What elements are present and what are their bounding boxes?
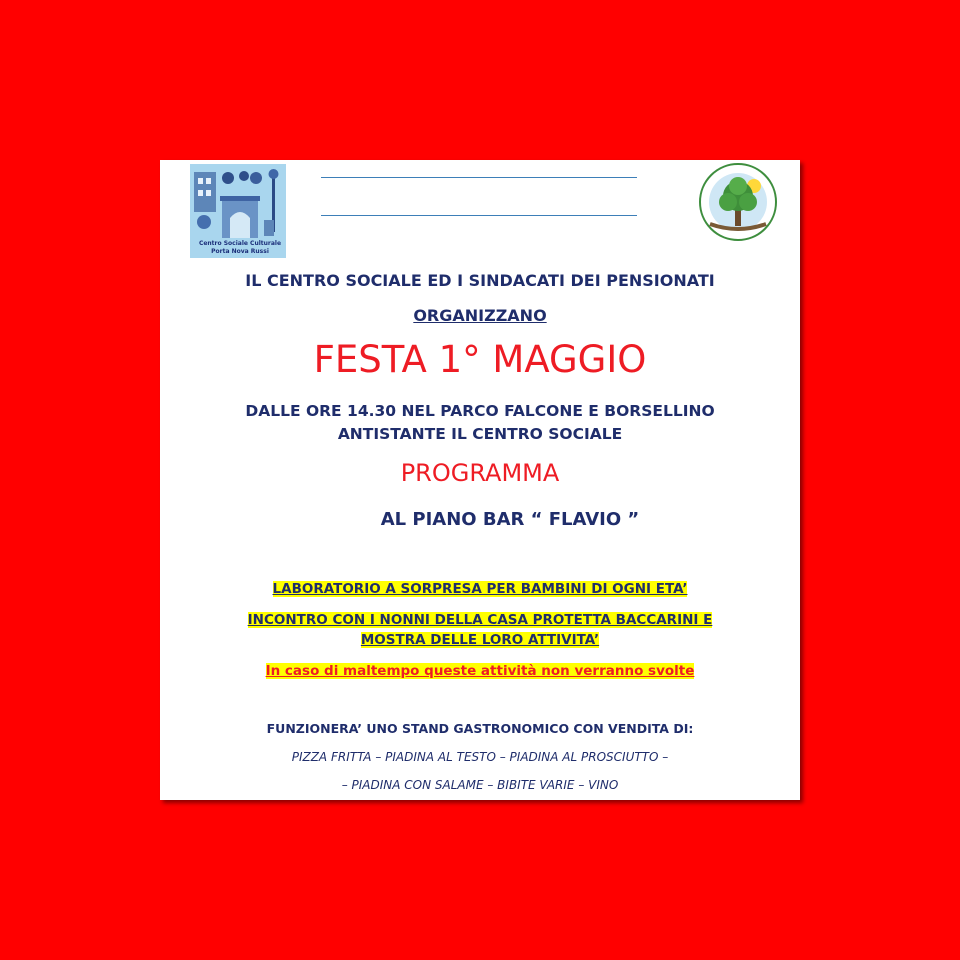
weather-note: [160, 663, 800, 679]
organizzano-text: ORGANIZZANO: [413, 306, 547, 325]
header-rule-top: [321, 177, 637, 178]
intro-text: IL CENTRO SOCIALE ED I SINDACATI DEI PENSIONATI: [245, 271, 715, 290]
logo-caption-line2: Porta Nova Russi: [211, 247, 269, 255]
stand-heading: FUNZIONERA’ UNO STAND GASTRONOMICO CON VENDITA DI:: [266, 721, 694, 736]
activity-laboratorio-text: LABORATORIO A SORPRESA PER BAMBINI DI OGNI ETA’: [272, 581, 688, 597]
flyer-page: [160, 160, 800, 800]
piano-bar-text: AL PIANO BAR “ FLAVIO ”: [380, 509, 640, 530]
activity-incontro: [160, 612, 800, 628]
association-seal-logo: [698, 162, 778, 242]
weather-note-text: In caso di maltempo queste attività non verranno svolte: [265, 663, 695, 679]
activity-mostra-text: MOSTRA DELLE LORO ATTIVITA’: [360, 632, 600, 648]
activity-incontro-text: INCONTRO CON I NONNI DELLA CASA PROTETTA BACCARINI E: [247, 612, 713, 628]
activity-laboratorio: [160, 581, 800, 597]
menu-line-2: – PIADINA CON SALAME – BIBITE VARIE – VINO: [341, 778, 619, 792]
tree-icon: [698, 162, 778, 242]
header-rule-bottom: [321, 215, 637, 216]
activity-mostra: [160, 632, 800, 648]
when-line-2: ANTISTANTE IL CENTRO SOCIALE: [337, 425, 623, 443]
menu-line-1: PIZZA FRITTA – PIADINA AL TESTO – PIADINA AL PROSCIUTTO –: [291, 750, 669, 764]
programma-heading: PROGRAMMA: [400, 459, 560, 487]
when-line-1: DALLE ORE 14.30 NEL PARCO FALCONE E BORSELLINO: [245, 402, 715, 420]
centro-sociale-logo: [190, 164, 286, 258]
event-title: FESTA 1° MAGGIO: [313, 338, 647, 381]
logo-caption-line1: Centro Sociale Culturale: [198, 240, 282, 247]
